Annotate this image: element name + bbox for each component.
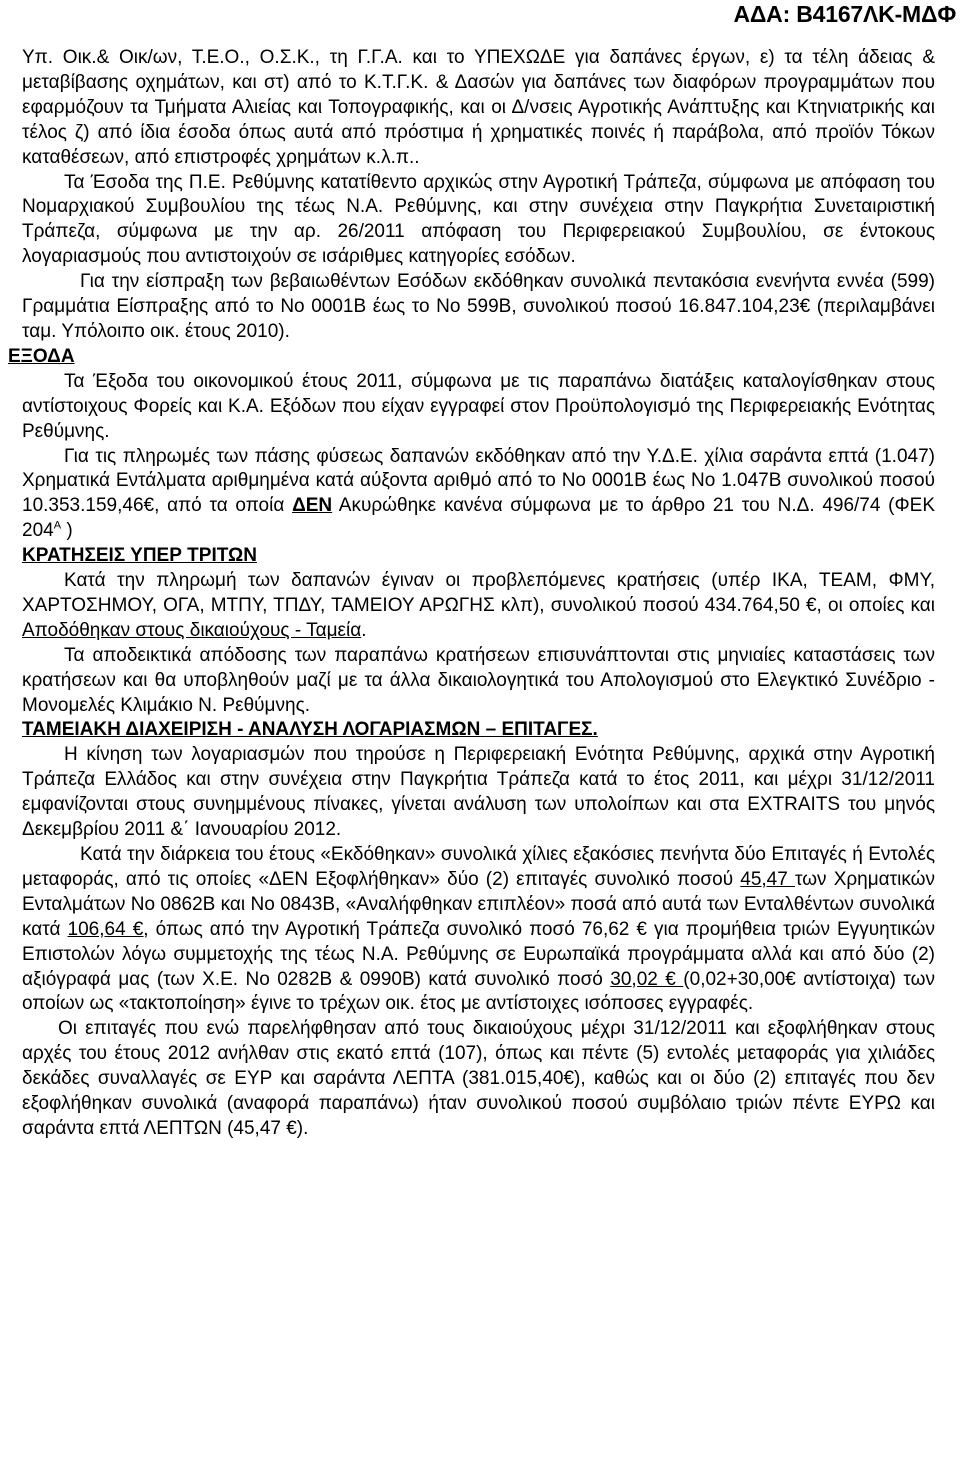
paragraph-revenue-sources: Υπ. Οικ.& Οικ/ων, Τ.Ε.Ο., Ο.Σ.Κ., τη Γ.Γ.Α. και το ΥΠΕΧΩΔΕ για δαπάνες έργων, ε) τα τέλη άδειας & μεταβίβασης οχημάτων, και στ) από το Κ.Τ.Γ.Κ. & Δασών για δαπάνες των διαφόρων προγραμμάτων που εφαρμόζουν τα Τμήματα Αλιείας και Τοπογραφικής, και οι Δ/νσεις Αγροτικής Ανάπτυξης και Κτηνιατρικής και τέλος ζ) από ίδια έσοδα όπως αυτά από πρόστιμα ή χρηματικές ποινές ή παράβολα, από προϊόν Τόκων καταθέσεων, από επιστροφές χρημάτων κ.λ.π..: [22, 47, 935, 168]
text-segment-emphasis: ΔΕΝ: [292, 495, 333, 517]
heading-part: ΤΑΜΕΙΑΚΗ ΔΙΑΧΕΙΡΙΣΗ - ΑΝΑΛΥΣΗ ΛΟΓΑΡΙΑΣΜΩΝ: [22, 719, 486, 741]
ada-code: ΑΔΑ: Β4167ΛΚ-ΜΔΦ: [733, 1, 956, 27]
text-segment: ): [61, 520, 73, 542]
heading-treasury: [22, 718, 935, 743]
text-segment: (0,02+30,00€ αντίστοιχα) των οποίων ως «τακτοποίηση» έγινε το τρέχων οικ. έτος με αντίστοιχες ισόποσες εγγραφές.: [22, 968, 935, 1015]
paragraph-cheques: [22, 843, 935, 1017]
text-segment: Κατά την διάρκεια του έτους «Εκδόθηκαν» συνολικά χίλιες εξακόσιες πενήντα δύο Επιταγές ή Εντολές μεταφοράς, από τις οποίες «ΔΕΝ Εξοφλήθηκαν» δύο (2) επιταγές συνολικό ποσού: [22, 844, 935, 890]
paragraph-accounts: Η κίνηση των λογαριασμών που τηρούσε η Περιφερειακή Ενότητα Ρεθύμνης, αρχικά στην Αγροτική Τράπεζα Ελλάδος και στην συνέχεια στην Παγκρήτια Τράπεζα κατά το έτος 2011, και μέχρι 31/12/2011 εμφανίζονται στους συνημμένους πίνακες, γίνεται ανάλυση των υπολοίπων και στα EXTRAITS του μηνός Δεκεμβρίου 2011 &΄ Ιανουαρίου 2012.: [22, 744, 935, 841]
text-segment-underlined: 30,02 €: [610, 968, 684, 990]
paragraph-revenue-deposit: Τα Έσοδα της Π.Ε. Ρεθύμνης κατατίθεντο αρχικώς στην Αγροτική Τράπεζα, σύμφωνα με απόφαση του Νομαρχιακού Συμβουλίου της τέως Ν.Α. Ρεθύμνης, και στην συνέχεια στην Παγκρήτια Συνεταιριστική Τράπεζα, σύμφωνα με την αρ. 26/2011 απόφαση του Περιφερειακού Συμβουλίου, σε έντοκους λογαριασμούς που αντιστοιχούν σε ισάριθμες κατηγορίες εσόδων.: [22, 171, 935, 268]
text-segment-underlined: 106,64 €,: [67, 918, 149, 940]
paragraph-payment-orders: [22, 445, 935, 545]
paragraph-revenue-receipts: Για την είσπραξη των βεβαιωθέντων Εσόδων εκδόθηκαν συνολικά πεντακόσια ενενήντα εννέα (599) Γραμμάτια Είσπραξης από το Νο 0001Β έως το Νο 599Β, συνολικού ποσού 16.847.104,23€ (περιλαμβάνει ταμ. Υπόλοιπο οικ. έτους 2010).: [22, 271, 935, 342]
paragraph-withholdings-proof: Τα αποδεικτικά απόδοσης των παραπάνω κρατήσεων επισυνάπτονται στις μηνιαίες καταστάσεις των κρατήσεων και θα υποβληθούν μαζί με τα άλλα δικαιολογητικά του Απολογισμού στο Ελεγκτικό Συνέδριο - Μονομελές Κλιμάκιο Ν. Ρεθύμνης.: [22, 644, 935, 716]
superscript: Α: [53, 519, 62, 532]
heading-part: – ΕΠΙΤΑΓΕΣ.: [485, 719, 598, 741]
text-segment: όπως από την Αγροτική Τράπεζα συνολικό ποσό 76,62 € για προμήθεια τριών Εγγυητικών Επιστολών λόγω συμμετοχής της τέως Ν.Α. Ρεθύμνης σε Ευρωπαϊκά προγράμματα αλλά και από δύο (2) αξιόγραφά μας (των Χ.Ε. Νο 0282Β & 0990Β) κατά συνολικό ποσό: [22, 918, 935, 990]
text-segment: Κατά την πληρωμή των δαπανών έγιναν οι προβλεπόμενες κρατήσεις (υπέρ ΙΚΑ, ΤΕΑΜ, ΦΜΥ, ΧΑΡΤΟΣΗΜΟΥ, ΟΓΑ, ΜΤΠΥ, ΤΠΔΥ, ΤΑΜΕΙΟΥ ΑΡΩΓΗΣ κλπ), συνολικού ποσού 434.764,50 €, οι οποίες και: [22, 570, 935, 616]
paragraph-withholdings: [22, 569, 935, 644]
heading-expenses: ΕΞΟΔΑ: [8, 345, 75, 367]
text-segment: Ακυρώθηκε κανένα σύμφωνα με το άρθρο 21 του Ν.Δ. 496/74 (ΦΕΚ 204: [22, 495, 936, 542]
text-segment: των Χρηματικών Ενταλμάτων Νο 0862Β και Νο 0843Β, «Αναλήφθηκαν επιπλέον» ποσά από αυτά των Ενταλθέντων συνολικά κατά: [22, 868, 935, 940]
text-segment: Για τις πληρωμές των πάσης φύσεως δαπανών εκδόθηκαν από την Υ.Δ.Ε. χίλια σαράντα επτά (1.047) Χρηματικά Εντάλματα αριθμημένα κατά αύξοντα αριθμό από το Νο 0001Β έως Νο 1.047Β συνολικού ποσού 10.353.159,46€, από τα οποία: [22, 445, 935, 517]
text-segment: .: [361, 619, 367, 641]
paragraph-cheques-2012: Οι επιταγές που ενώ παρελήφθησαν από τους δικαιούχους μέχρι 31/12/2011 και εξοφλήθηκαν στους αρχές του έτους 2012 ανήλθαν στις εκατό επτά (107), όπως και πέντε (5) εντολές μεταφοράς για χιλιάδες δεκάδες συναλλαγές σε ΕΥΡ και σαράντα ΛΕΠΤΑ (381.015,40€), καθώς και οι δύο (2) επιταγές που δεν εξοφλήθηκαν συνολικά (αναφορά παραπάνω) ήταν συνολικού ποσού συμβόλαιο τριών πέντε ΕΥΡΩ και σαράντα επτά ΛΕΠΤΩΝ (45,47 €).: [22, 1018, 935, 1139]
text-segment-underlined: Αποδόθηκαν στους δικαιούχους - Ταμεία: [22, 619, 362, 641]
document-body: [8, 46, 936, 1142]
text-segment-underlined: 45,47: [740, 868, 795, 890]
heading-third-party-withholdings: ΚΡΑΤΗΣΕΙΣ ΥΠΕΡ ΤΡΙΤΩΝ: [22, 545, 257, 567]
paragraph-expenses: Τα Έξοδα του οικονομικού έτους 2011, σύμφωνα με τις παραπάνω διατάξεις καταλογίσθηκαν στους αντίστοιχους Φορείς και Κ.Α. Εξόδων που είχαν εγγραφεί στον Προϋπολογισμό της Περιφερειακής Ενότητας Ρεθύμνης.: [22, 370, 935, 442]
